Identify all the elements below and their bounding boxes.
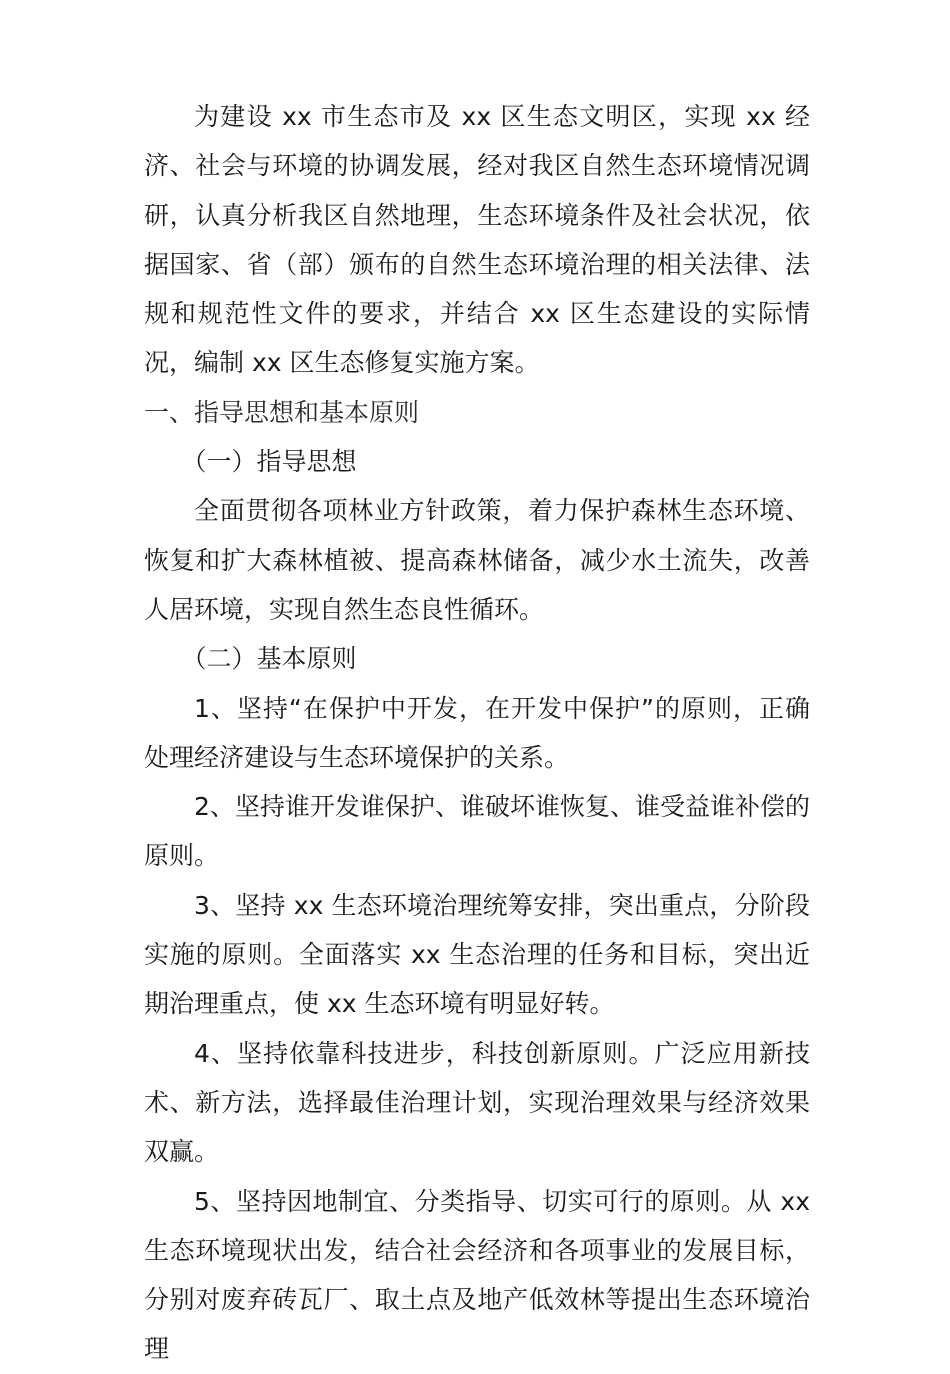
subsection-heading-basic-principles: （二）基本原则 — [181, 644, 357, 674]
subsection-heading-guiding-thought: （一）指导思想 — [181, 447, 357, 477]
principle-item: 2、坚持谁开发谁保护、谁破坏谁恢复、谁受益谁补偿的原则。 — [144, 792, 810, 871]
principle-item: 3、坚持 xx 生态环境治理统筹安排，突出重点，分阶段实施的原则。全面落实 xx 生态治理的任务和目标，突出近期治理重点，使 xx 生态环境有明显好转。 — [144, 890, 810, 1019]
intro-paragraph: 为建设 xx 市生态市及 xx 区生态文明区，实现 xx 经济、社会与环境的协调发展，经对我区自然生态环境情况调研，认真分析我区自然地理，生态环境条件及社会状况，依据国家、省（部）颁布的自然生态环境治理的相关法律、法规和规范性文件的要求，并结合 xx 区生态建设的实际情况，编制 xx 区生态修复实施方案。 — [144, 102, 810, 378]
principle-item: 1、坚持“在保护中开发，在开发中保护”的原则，正确处理经济建设与生态环境保护的关系。 — [144, 693, 810, 772]
document-body — [144, 92, 810, 1374]
principle-item: 5、坚持因地制宜、分类指导、切实可行的原则。从 xx 生态环境现状出发，结合社会经济和各项事业的发展目标，分别对废弃砖瓦厂、取土点及地产低效林等提出生态环境治理 — [144, 1186, 810, 1364]
guiding-thought-paragraph: 全面贯彻各项林业方针政策，着力保护森林生态环境、恢复和扩大森林植被、提高森林储备，减少水土流失，改善人居环境，实现自然生态良性循环。 — [144, 496, 810, 624]
principle-item: 4、坚持依靠科技进步，科技创新原则。广泛应用新技术、新方法，选择最佳治理计划，实现治理效果与经济效果双赢。 — [144, 1038, 810, 1167]
section-heading-guiding-thought-and-principles: 一、指导思想和基本原则 — [144, 397, 420, 427]
